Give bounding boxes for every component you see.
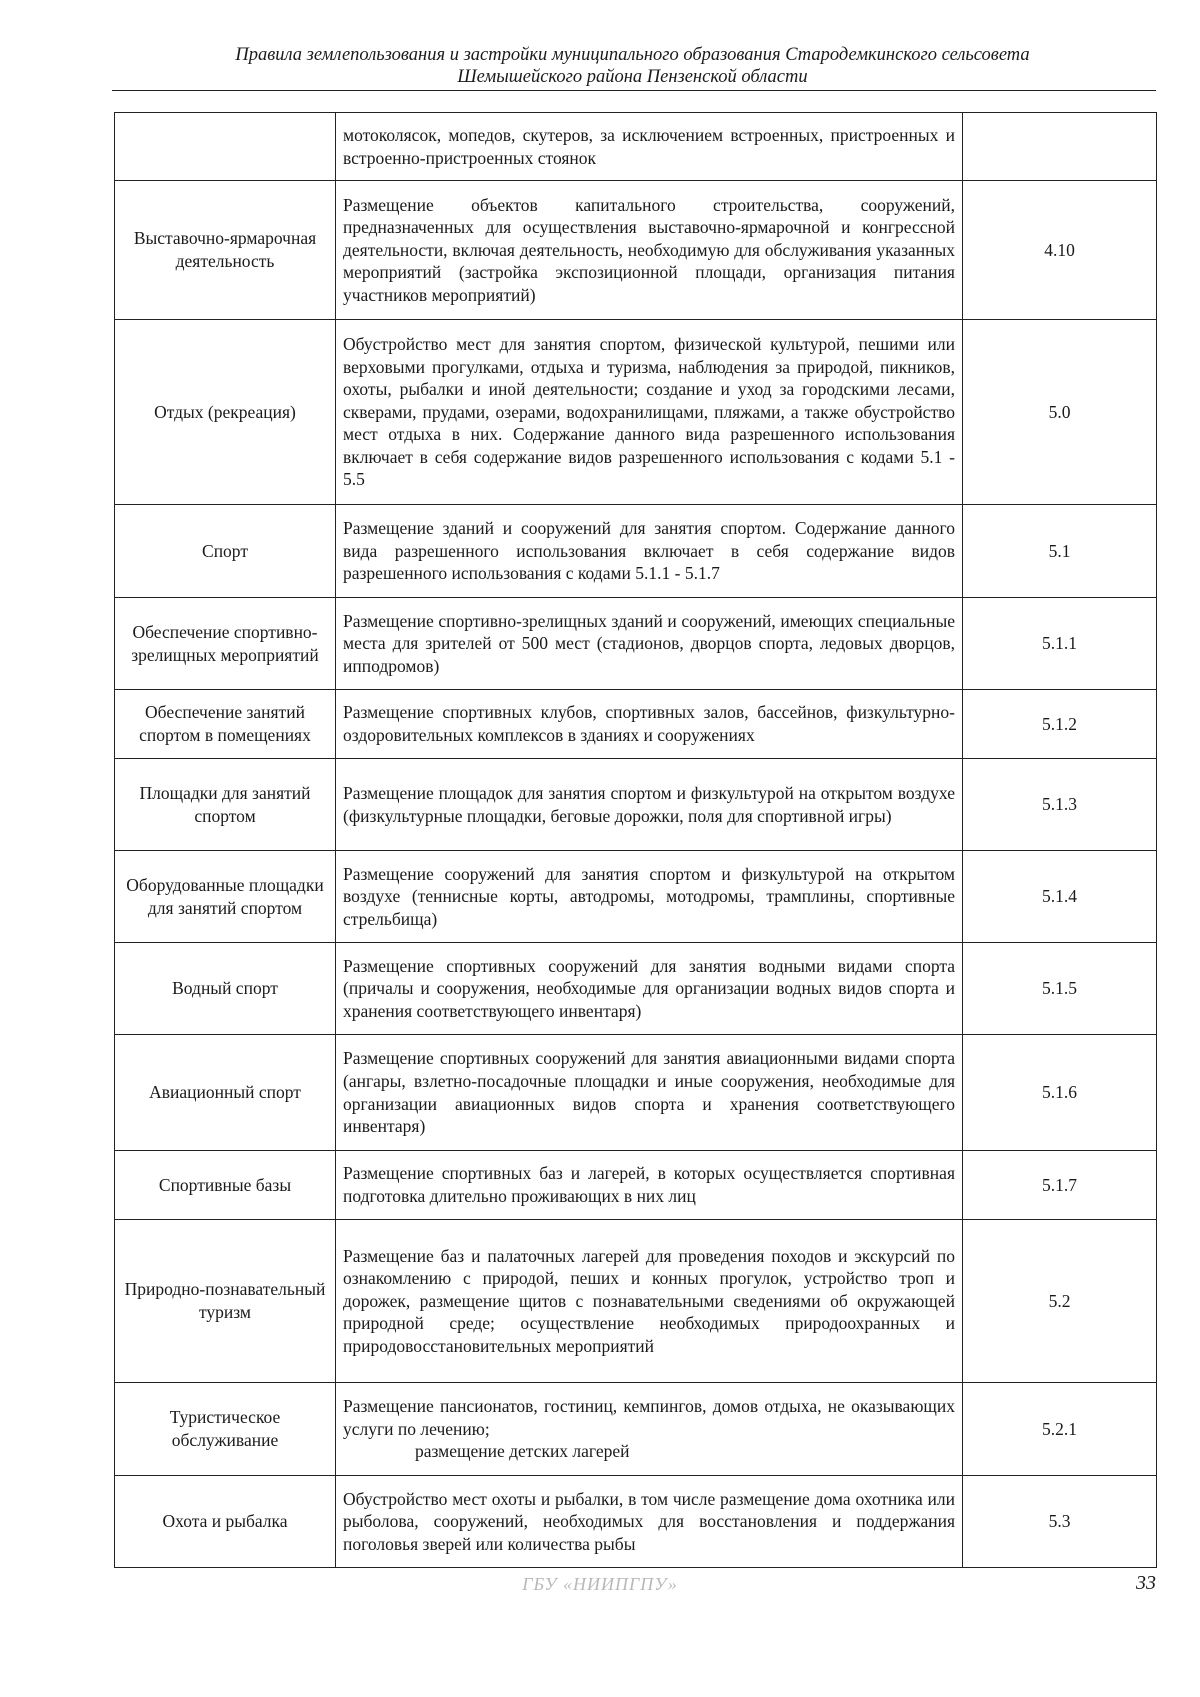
- row-name: Обеспечение занятий спортом в помещениях: [115, 690, 336, 759]
- page-header: [110, 44, 1155, 88]
- row-code: 5.2: [963, 1220, 1157, 1383]
- row-name: Отдых (рекреация): [115, 320, 336, 505]
- row-description-line: размещение детских лагерей: [415, 1441, 630, 1462]
- row-code: 5.1.3: [963, 759, 1157, 851]
- row-name: Охота и рыбалка: [115, 1476, 336, 1568]
- row-name: Площадки для занятий спортом: [115, 759, 336, 851]
- table-row: [115, 1151, 1157, 1220]
- table-row: [115, 943, 1157, 1035]
- table-row: [115, 759, 1157, 851]
- row-description: Обустройство мест для занятия спортом, физической культурой, пешими или верховыми прогулками, отдыха и туризма, наблюдения за природой, пикников, охоты, рыбалки и иной деятельности; создание и уход за городскими лесами, скверами, прудами, озерами, водохранилищами, пляжами, а также обустройство мест отдыха в них. Содержание данного вида разрешенного использования включает в себя содержание видов разрешенного использования с кодами 5.1 - 5.5: [336, 320, 963, 505]
- row-name: Авиационный спорт: [115, 1035, 336, 1151]
- row-code: 5.1.4: [963, 851, 1157, 943]
- table-row: [115, 1383, 1157, 1476]
- row-code: 5.2.1: [963, 1383, 1157, 1476]
- table-row: [115, 598, 1157, 690]
- header-line-2: Шемышейского района Пензенской области: [457, 67, 808, 87]
- row-description: Размещение площадок для занятия спортом и физкультурой на открытом воздухе (физкультурные площадки, беговые дорожки, поля для спортивной игры): [336, 759, 963, 851]
- row-description: Размещение объектов капитального строительства, сооружений, предназначенных для осуществления выставочно-ярмарочной и конгрессной деятельности, включая деятельность, необходимую для обслуживания указанных мероприятий (застройка экспозиционной площади, организация питания участников мероприятий): [336, 181, 963, 320]
- row-description: мотоколясок, мопедов, скутеров, за исключением встроенных, пристроенных и встроенно-пристроенных стоянок: [336, 113, 963, 181]
- row-description: Размещение спортивных баз и лагерей, в которых осуществляется спортивная подготовка длительно проживающих в них лиц: [336, 1151, 963, 1220]
- row-description: Размещение спортивных клубов, спортивных залов, бассейнов, физкультурно-оздоровительных комплексов в зданиях и сооружениях: [336, 690, 963, 759]
- row-code: 5.0: [963, 320, 1157, 505]
- row-name: [115, 113, 336, 181]
- row-name: Выставочно-ярмарочная деятельность: [115, 181, 336, 320]
- row-code: 5.1.7: [963, 1151, 1157, 1220]
- row-name: Туристическое обслуживание: [115, 1383, 336, 1476]
- row-name: Обеспечение спортивно-зрелищных мероприятий: [115, 598, 336, 690]
- row-code: 5.1.5: [963, 943, 1157, 1035]
- row-code: 4.10: [963, 181, 1157, 320]
- table-row: [115, 320, 1157, 505]
- land-use-table: [114, 112, 1157, 1568]
- table-row: [115, 1220, 1157, 1383]
- row-name: Оборудованные площадки для занятий спортом: [115, 851, 336, 943]
- header-line-1: Правила землепользования и застройки муниципального образования Стародемкинского сельсовета: [235, 45, 1030, 65]
- row-name: Спорт: [115, 505, 336, 598]
- row-description: [336, 1383, 963, 1476]
- table-row: [115, 690, 1157, 759]
- row-description: Размещение спортивных сооружений для занятия водными видами спорта (причалы и сооружения, необходимые для организации водных видов спорта и хранения соответствующего инвентаря): [336, 943, 963, 1035]
- table-row: [115, 1476, 1157, 1568]
- header-divider: [112, 90, 1156, 91]
- row-description: Размещение спортивно-зрелищных зданий и сооружений, имеющих специальные места для зрителей от 500 мест (стадионов, дворцов спорта, ледовых дворцов, ипподромов): [336, 598, 963, 690]
- row-code: 5.3: [963, 1476, 1157, 1568]
- footer-organization: ГБУ «НИИПГПУ»: [522, 1574, 678, 1594]
- table-row: [115, 851, 1157, 943]
- row-description: Размещение баз и палаточных лагерей для проведения походов и экскурсий по ознакомлению с природой, пеших и конных прогулок, устройство троп и дорожек, размещение щитов с познавательными сведениями об окружающей природной среде; осуществление необходимых природоохранных и природовосстановительных мероприятий: [336, 1220, 963, 1383]
- row-code: 5.1: [963, 505, 1157, 598]
- row-name: Водный спорт: [115, 943, 336, 1035]
- page-number: 33: [1136, 1572, 1156, 1594]
- row-description: Размещение сооружений для занятия спортом и физкультурой на открытом воздухе (теннисные корты, автодромы, мотодромы, трамплины, спортивные стрельбища): [336, 851, 963, 943]
- table-row: [115, 505, 1157, 598]
- row-description: Обустройство мест охоты и рыбалки, в том числе размещение дома охотника или рыболова, сооружений, необходимых для восстановления и поддержания поголовья зверей или количества рыбы: [336, 1476, 963, 1568]
- row-name: Спортивные базы: [115, 1151, 336, 1220]
- row-code: 5.1.2: [963, 690, 1157, 759]
- table-row: [115, 113, 1157, 181]
- row-description: Размещение зданий и сооружений для занятия спортом. Содержание данного вида разрешенного использования включает в себя содержание видов разрешенного использования с кодами 5.1.1 - 5.1.7: [336, 505, 963, 598]
- row-description-line: Размещение пансионатов, гостиниц, кемпингов, домов отдыха, не оказывающих услуги по лечению;: [343, 1396, 955, 1439]
- table-row: [115, 1035, 1157, 1151]
- row-code: 5.1.1: [963, 598, 1157, 690]
- row-code: [963, 113, 1157, 181]
- row-name: Природно-познавательный туризм: [115, 1220, 336, 1383]
- table-row: [115, 181, 1157, 320]
- row-description: Размещение спортивных сооружений для занятия авиационными видами спорта (ангары, взлетно-посадочные площадки и иные сооружения, необходимые для организации авиационных видов спорта и хранения соответствующего инвентаря): [336, 1035, 963, 1151]
- row-code: 5.1.6: [963, 1035, 1157, 1151]
